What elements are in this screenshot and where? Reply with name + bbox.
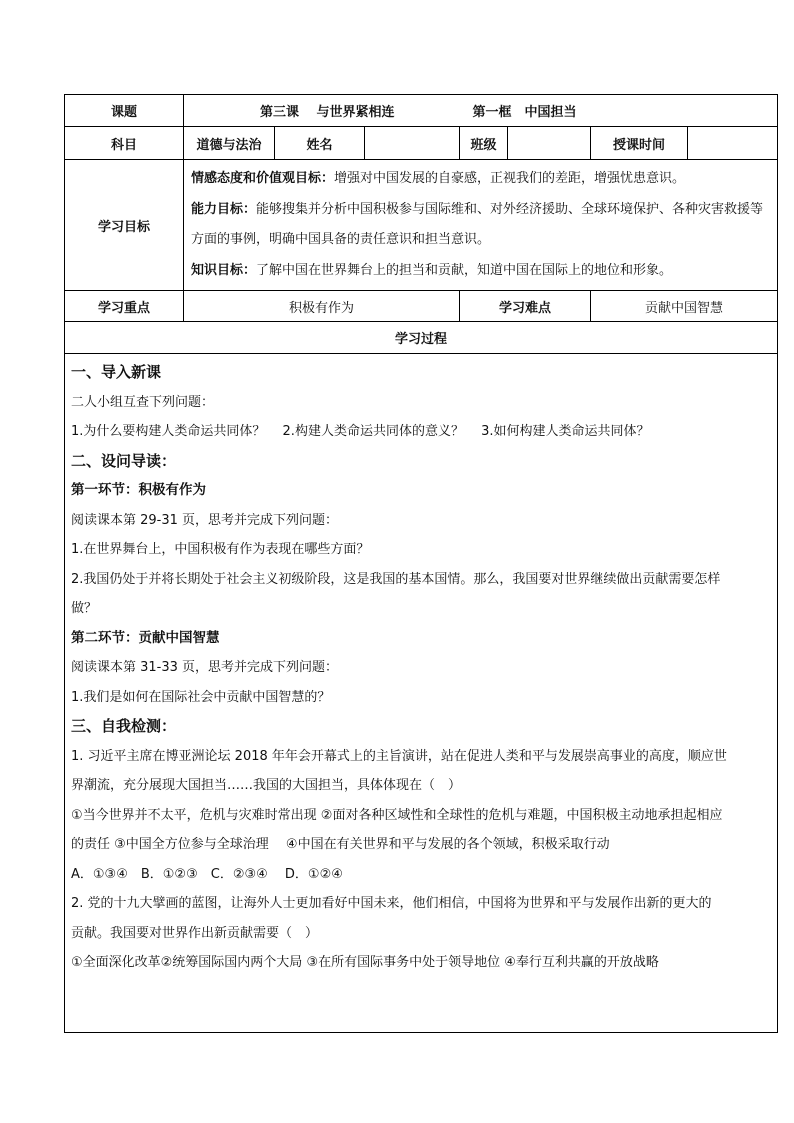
topic-value (184, 95, 778, 127)
process-text-line: 1.在世界舞台上，中国积极有作为表现在哪些方面？ (71, 542, 370, 557)
objective-ability: 能力目标：能够搜集并分析中国积极参与国际维和、对外经济援助、全球环境保护、各种灾害救援等方面的事例，明确中国具备的责任意识和担当意识。 (191, 201, 764, 247)
difficulty-value: 贡献中国智慧 (591, 291, 778, 322)
process-heading: 第二环节：贡献中国智慧 (71, 629, 220, 646)
process-text-line: 2.我国仍处于并将长期处于社会主义初级阶段，这是我国的基本国情。那么，我国要对世界继续做出贡献需要怎样 (71, 571, 721, 587)
key-point-label: 学习重点 (65, 291, 184, 322)
process-text-line: 界潮流，充分展现大国担当……我国的大国担当，具体体现在（ ） (71, 778, 462, 793)
process-label: 学习过程 (65, 322, 778, 354)
process-header-row (65, 322, 778, 354)
process-text-line: ①当今世界并不太平，危机与灾难时常出现 ②面对各种区域性和全球性的危机与难题，中国积极主动地承担起相应 (71, 807, 723, 823)
difficulty-label: 学习难点 (460, 291, 591, 322)
name-label: 姓名 (275, 127, 365, 160)
objective-knowledge: 知识目标：了解中国在世界舞台上的担当和贡献，知道中国在国际上的地位和形象。 (191, 262, 673, 278)
time-label: 授课时间 (591, 127, 688, 160)
objective-emotion: 情感态度和价值观目标：增强对中国发展的自豪感，正视我们的差距，增强忧患意识。 (191, 171, 686, 186)
focus-row (65, 291, 778, 322)
lesson-title: 第三课 与世界紧相连 (260, 105, 395, 120)
process-text-line: 贡献。我国要对世界作出新贡献需要（ ） (71, 925, 319, 941)
process-text-line: 1. 习近平主席在博亚洲论坛 2018 年年会开幕式上的主旨演讲，站在促进人类和平与发展崇高事业的高度，顺应世 (71, 748, 727, 764)
process-lines (71, 358, 771, 978)
topic-label: 课题 (65, 95, 184, 127)
lesson-plan-sheet (64, 94, 777, 1033)
process-text-line: 1.为什么要构建人类命运共同体？ 2.构建人类命运共同体的意义？ 3.如何构建人类命运共同体？ (71, 424, 650, 439)
objectives-content (184, 160, 778, 291)
subject-label: 科目 (65, 127, 184, 160)
process-text-line: 阅读课本第 31-33 页，思考并完成下列问题： (71, 660, 339, 675)
key-point-value: 积极有作为 (184, 291, 460, 322)
process-text-line: 二人小组互查下列问题： (71, 394, 215, 410)
process-text-line: 阅读课本第 29-31 页，思考并完成下列问题： (71, 512, 339, 528)
lesson-plan-table (64, 94, 778, 1033)
section-title: 第一框 中国担当 (472, 105, 577, 120)
process-heading: 二、设问导读： (71, 451, 177, 470)
process-text-line: 2. 党的十九大擘画的蓝图，让海外人士更加看好中国未来，他们相信，中国将为世界和平与发展作出新的更大的 (71, 896, 712, 911)
process-text-line: 1.我们是如何在国际社会中贡献中国智慧的？ (71, 689, 331, 705)
process-content (65, 354, 778, 1033)
subject-value: 道德与法治 (184, 127, 275, 160)
process-text-line: 的责任 ③中国全方位参与全球治理 ④中国在有关世界和平与发展的各个领域，积极采取行动 (71, 837, 610, 852)
process-content-row (65, 354, 778, 1033)
objectives-row (65, 160, 778, 291)
process-heading: 三、自我检测： (71, 717, 177, 735)
class-field[interactable] (508, 127, 591, 160)
name-field[interactable] (365, 127, 460, 160)
process-heading: 一、导入新课 (71, 363, 162, 381)
subject-row (65, 127, 778, 160)
process-text-line: 做？ (71, 601, 98, 616)
class-label: 班级 (460, 127, 508, 160)
title-row (65, 95, 778, 127)
process-text-line: A．①③④ B．①②③ C．②③④ D．①②④ (71, 866, 343, 882)
process-heading: 第一环节：积极有作为 (71, 482, 206, 498)
objectives-label: 学习目标 (65, 160, 184, 291)
process-text-line: ①全面深化改革②统筹国际国内两个大局 ③在所有国际事务中处于领导地位 ④奉行互利共赢的开放战略 (71, 955, 659, 970)
time-field[interactable] (688, 127, 778, 160)
